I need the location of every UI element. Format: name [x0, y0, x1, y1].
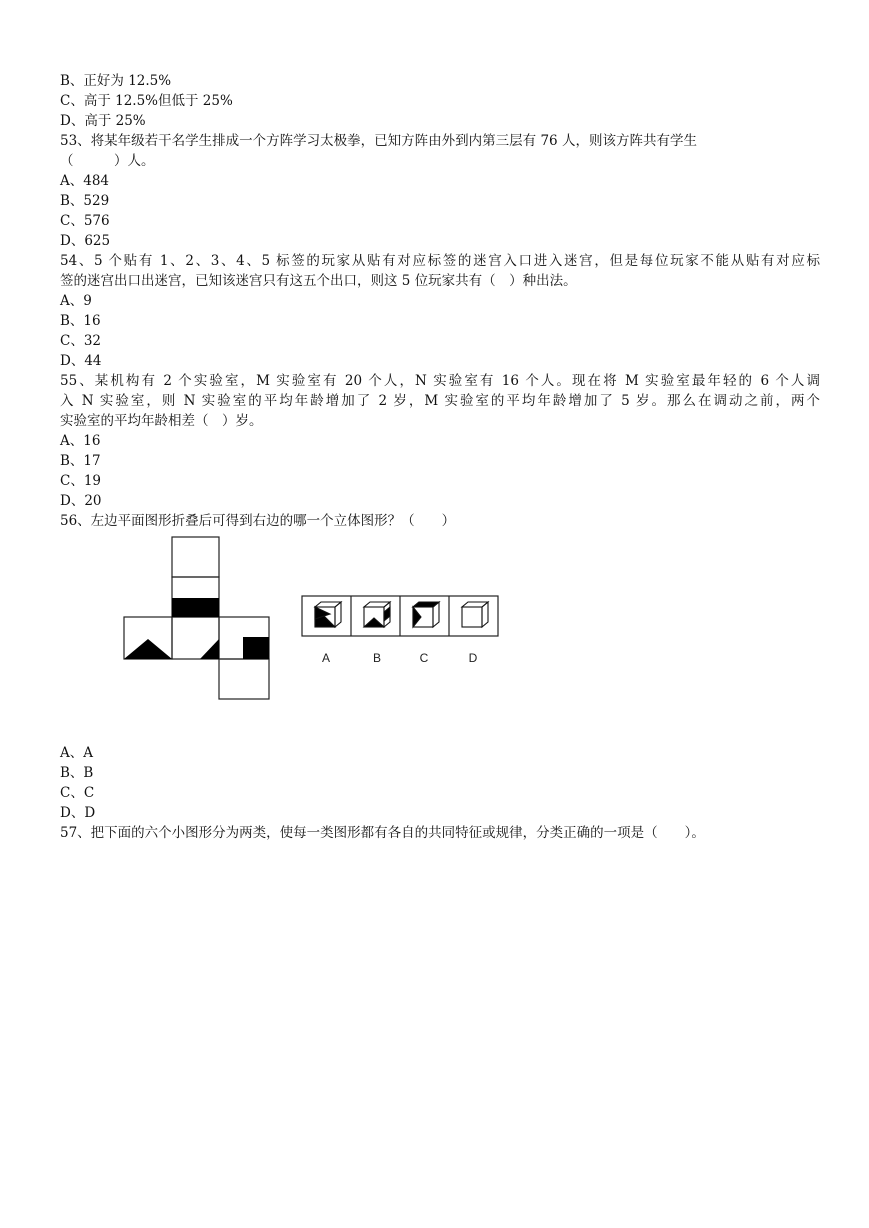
- net-face-top: [172, 537, 219, 577]
- q52-options: [60, 71, 820, 131]
- q54-option-d: D、44: [60, 353, 102, 369]
- cube-c-icon: [413, 602, 439, 627]
- cube-label-b: B: [372, 651, 382, 665]
- q54-option-a: A、9: [60, 293, 92, 309]
- q55-stem-line2: 入 N 实验室，则 N 实验室的平均年龄增加了 2 岁，M 实验室的平均年龄增加了 5 岁。那么在调动之前，两个: [60, 393, 820, 409]
- exam-page: [60, 71, 820, 843]
- q57-stem: 57、把下面的六个小图形分为两类，使每一类图形都有各自的共同特征或规律，分类正确的一项是（ ）。: [60, 825, 705, 841]
- q55-option-d: D、20: [60, 493, 102, 509]
- net-center-triangle: [200, 639, 219, 659]
- cube-label-d: D: [468, 651, 478, 665]
- question-53: [60, 131, 820, 251]
- q54-option-c: C、32: [60, 333, 102, 349]
- q54-option-b: B、16: [60, 313, 101, 329]
- q53-option-d: D、625: [60, 233, 111, 249]
- question-57: [60, 823, 820, 843]
- q52-option-d: D、高于 25%: [60, 113, 146, 129]
- cube-b-icon: [364, 602, 390, 627]
- question-56: [60, 511, 820, 823]
- q55-option-a: A、16: [60, 433, 101, 449]
- q56-figure: [60, 531, 820, 743]
- cube-a-icon: [315, 602, 341, 627]
- cube-label-c: C: [419, 651, 429, 665]
- net-face-bottom: [219, 659, 269, 699]
- question-55: [60, 371, 820, 511]
- q53-stem-line2: （ ）人。: [60, 153, 155, 169]
- q53-option-c: C、576: [60, 213, 110, 229]
- q56-option-c: C、C: [60, 785, 95, 801]
- q55-option-c: C、19: [60, 473, 102, 489]
- q56-option-b: B、B: [60, 765, 94, 781]
- q52-option-b: B、正好为 12.5%: [60, 73, 172, 89]
- q54-stem-line1: 54、5 个贴有 1、2、3、4、5 标签的玩家从贴有对应标签的迷宫入口进入迷宫，但是每位玩家不能从贴有对应标: [60, 253, 820, 269]
- net-black-band: [172, 598, 219, 617]
- net-right-block: [243, 637, 269, 659]
- q55-stem-line3: 实验室的平均年龄相差（ ）岁。: [60, 413, 263, 429]
- question-54: [60, 251, 820, 371]
- q52-option-c: C、高于 12.5%但低于 25%: [60, 93, 233, 109]
- q53-stem-line1: 53、将某年级若干名学生排成一个方阵学习太极拳，已知方阵由外到内第三层有 76 人，则该方阵共有学生: [60, 133, 697, 149]
- q56-stem: 56、左边平面图形折叠后可得到右边的哪一个立体图形？（ ）: [60, 513, 456, 529]
- answer-cubes-figure: [300, 594, 500, 674]
- q55-stem-line1: 55、某机构有 2 个实验室，M 实验室有 20 个人，N 实验室有 16 个人。现在将 M 实验室最年轻的 6 个人调: [60, 373, 820, 389]
- cube-label-a: A: [321, 651, 331, 665]
- q55-option-b: B、17: [60, 453, 101, 469]
- q56-option-a: A、A: [60, 745, 93, 761]
- q56-option-d: D、D: [60, 805, 96, 821]
- q53-option-a: A、484: [60, 173, 110, 189]
- cube-d-icon: [462, 602, 488, 627]
- q54-stem-line2: 签的迷宫出口出迷宫，已知该迷宫只有这五个出口，则这 5 位玩家共有（ ）种出法。: [60, 273, 577, 289]
- q53-option-b: B、529: [60, 193, 110, 209]
- net-left-triangle: [124, 639, 172, 659]
